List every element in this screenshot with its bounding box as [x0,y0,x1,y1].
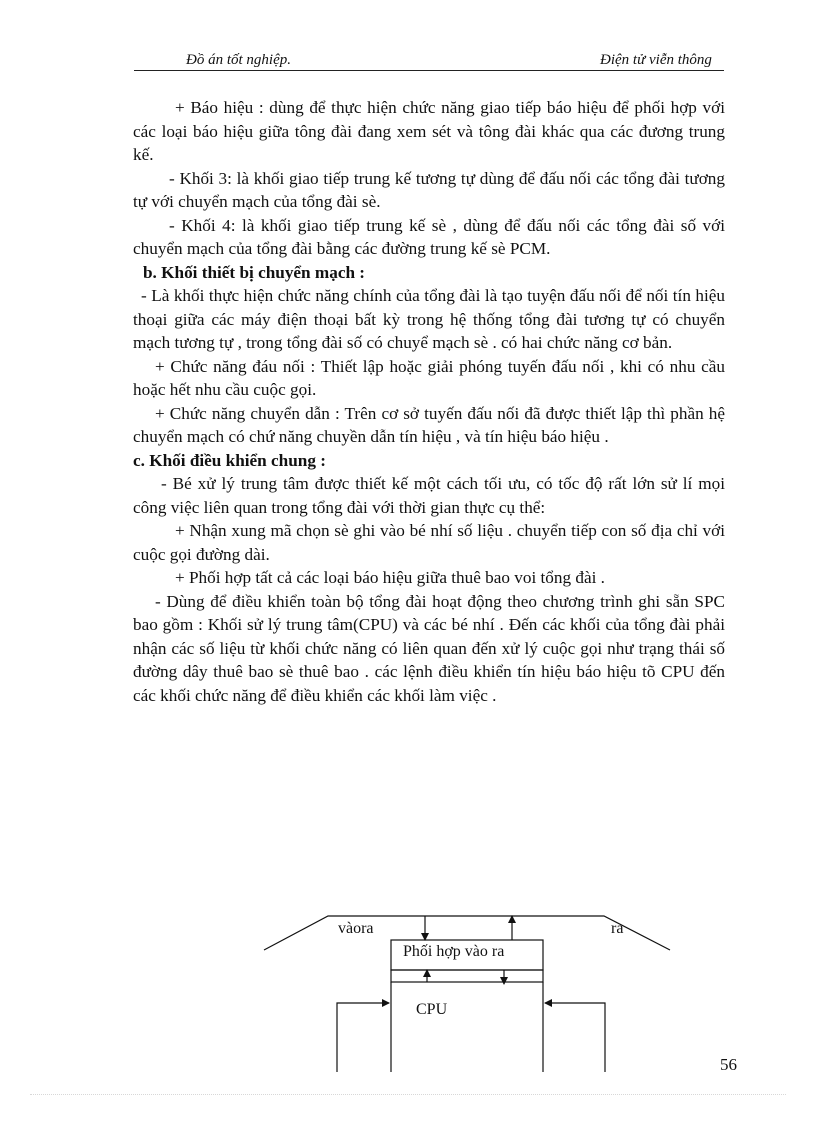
label-io-coordination: Phối hợp vào ra [403,943,505,960]
paragraph-pulse: + Nhận xung mã chọn sè ghi vào bé nhí số liệu . chuyển tiếp con số địa chỉ với cuộc gọi đường dài. [133,521,725,564]
left-feed-line [337,1003,389,1072]
paragraph-spc: - Dùng để điều khiển toàn bộ tổng đài hoạt động theo chương trình ghi sẵn SPC bao gồm : Khối sử lý trung tâm(CPU) và các bé nhí . Đến các khối của tổng đài phải nhận các số liệu từ khối chức năng có liên quan đến xử lý cuộc gọi như trạng thái số đường dây thuê bao sè thuê bao . các lệnh điều khiển tín hiệu báo hiệu tõ CPU đến các khối chức năng để điều khiển các khối làm việc . [133,591,725,705]
page-number: 56 [720,1055,737,1074]
paragraph-coordination: + Phối hợp tất cả các loại báo hiệu giữa thuê bao voi tổng đài . [175,568,605,587]
label-cpu: CPU [416,1001,448,1018]
paragraph-connect-function: + Chức năng đáu nối : Thiết lập hoặc giải phóng tuyến đấu nối , khi có nhu cầu hoặc hết nhu cầu cuộc gọi. [133,356,725,399]
header-right-title: Điện tử viễn thông [600,52,712,68]
header-rule [134,70,724,71]
paragraph-transfer-function: + Chức năng chuyển dẫn : Trên cơ sở tuyến đấu nối đã được thiết lập thì phần hệ chuyển mạch có chứ năng chuyền dẫn tín hiệu , và tín hiệu báo hiệu . [133,403,725,446]
right-feed-line [545,1003,605,1072]
label-vaora: vàora [338,920,374,937]
paragraph-block-4: - Khối 4: là khối giao tiếp trung kế sè , dùng để đấu nối các tổng đài số với chuyển mạch của tổng đài bằng các đường trung kế sè PCM. [133,215,725,258]
heading-control-block: c. Khối điều khiển chung : [133,450,326,470]
heading-switching-block: b. Khối thiết bị chuyển mạch : [143,262,366,282]
footer-rule [30,1094,786,1095]
io-bus-box [391,970,543,982]
paragraph-block-3: - Khối 3: là khối giao tiếp trung kế tương tự dùng để đấu nối các tổng đài tương tự với chuyển mạch của tổng đài sè. [133,168,725,211]
paragraph-signaling: + Báo hiệu : dùng để thực hiện chức năng giao tiếp báo hiệu để phối hợp với các loại báo hiệu giữa tông đài đang xem sét và tông đài khác qua các đương trung kế. [133,98,725,164]
paragraph-cpu-desc: - Bé xử lý trung tâm được thiết kế một cách tối ưu, có tốc độ rất lớn sử lí mọi công việc liên quan trong tổng đài với thời gian thực cụ thể: [133,474,725,517]
body-text [133,96,725,707]
label-ra: ra [611,920,624,937]
paragraph-switching-desc: - Là khối thực hiện chức năng chính của tổng đài là tạo tuyện đấu nối để nối tín hiệu thoại giữa các máy điện thoại bất kỳ trong hệ thống tổng đài tương tự có chuyển mạch tương tự , trong tổng đài số có chuyể mạch sè . có hai chức năng cơ bản. [133,286,725,352]
header-left-title: Đồ án tốt nghiệp. [186,52,291,68]
